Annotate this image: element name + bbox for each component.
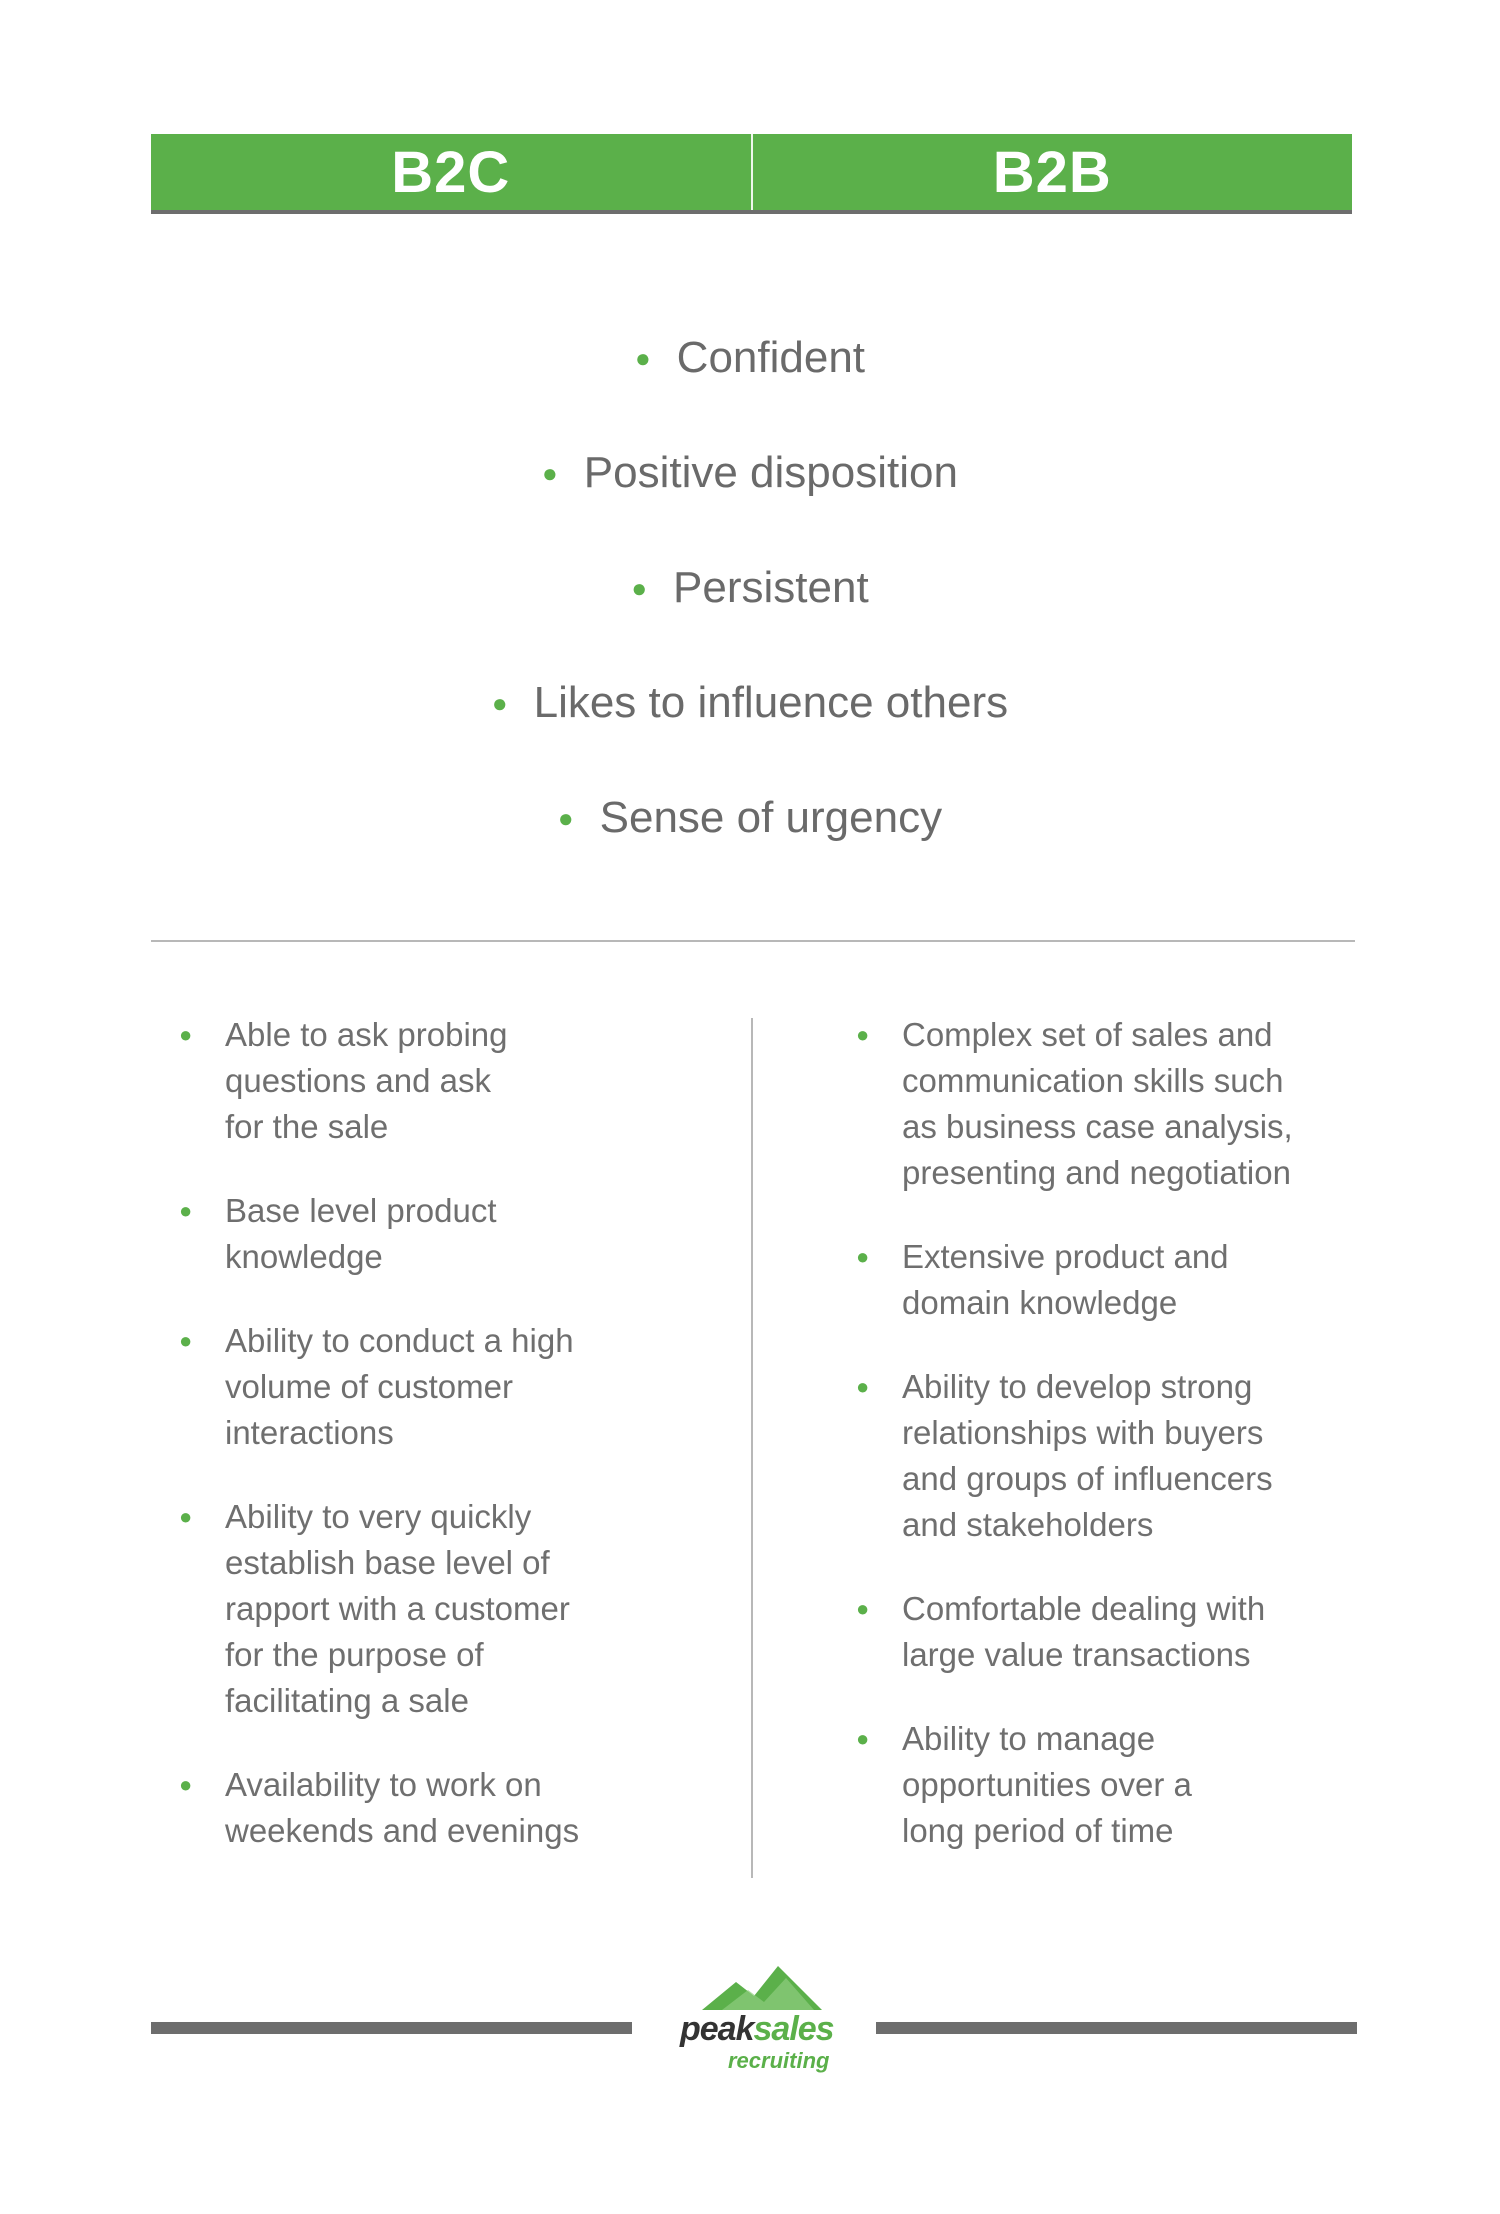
list-item: ● Extensive product and domain knowledge bbox=[852, 1234, 1352, 1326]
bullet-icon: ● bbox=[542, 457, 558, 488]
section-divider bbox=[151, 940, 1355, 942]
bullet-icon: ● bbox=[856, 1244, 870, 1269]
bullet-icon: ● bbox=[856, 1022, 870, 1047]
bullet-icon: ● bbox=[856, 1374, 870, 1399]
b2c-title: B2C bbox=[391, 139, 511, 205]
list-item: ● Persistent bbox=[631, 562, 869, 612]
list-item: ● Ability to manage opportunities over a long period of time bbox=[852, 1716, 1352, 1854]
bullet-icon: ● bbox=[179, 1198, 193, 1223]
bullet-icon: ● bbox=[179, 1772, 193, 1797]
header-divider bbox=[751, 134, 753, 210]
list-item: ● Comfortable dealing with large value transactions bbox=[852, 1586, 1352, 1678]
list-item: ● Positive disposition bbox=[542, 447, 958, 497]
list-item: ● Ability to very quickly establish base level of rapport with a customer for the purpose of facilitating a sale bbox=[175, 1494, 675, 1724]
column-divider bbox=[751, 1018, 753, 1878]
peaksales-logo bbox=[672, 1966, 848, 2086]
list-item: ● Able to ask probing questions and ask for the sale bbox=[175, 1012, 675, 1150]
list-item: ● Base level product knowledge bbox=[175, 1188, 675, 1280]
list-item: ● Sense of urgency bbox=[557, 792, 943, 842]
list-item: ● Ability to develop strong relationships with buyers and groups of influencers and stakeholders bbox=[852, 1364, 1352, 1548]
list-item: ● Availability to work on weekends and evenings bbox=[175, 1762, 675, 1854]
common-traits-list bbox=[0, 300, 1500, 875]
bullet-icon: ● bbox=[491, 687, 508, 718]
bullet-icon: ● bbox=[179, 1504, 193, 1529]
logo-subtitle: recruiting bbox=[728, 2048, 830, 2073]
comparison-header bbox=[151, 134, 1352, 214]
b2b-title: B2B bbox=[992, 139, 1112, 205]
b2b-skills-list bbox=[852, 1012, 1352, 1892]
list-item: ● Likes to influence others bbox=[491, 677, 1009, 727]
mountain-icon bbox=[702, 1966, 822, 2010]
bullet-icon: ● bbox=[856, 1726, 870, 1751]
bullet-icon: ● bbox=[557, 802, 574, 833]
logo-wordmark: peaksales bbox=[680, 2010, 834, 2048]
bullet-icon: ● bbox=[179, 1022, 193, 1047]
bullet-icon: ● bbox=[179, 1328, 193, 1353]
list-item: ● Ability to conduct a high volume of customer interactions bbox=[175, 1318, 675, 1456]
footer-rule-right bbox=[876, 2022, 1357, 2034]
bullet-icon: ● bbox=[856, 1596, 870, 1621]
b2c-skills-list bbox=[175, 1012, 675, 1892]
list-item: ● Complex set of sales and communication skills such as business case analysis, presenting and negotiation bbox=[852, 1012, 1352, 1196]
list-item: ● Confident bbox=[634, 332, 866, 382]
bullet-icon: ● bbox=[631, 572, 648, 603]
bullet-icon: ● bbox=[634, 342, 651, 373]
footer-rule-left bbox=[151, 2022, 632, 2034]
